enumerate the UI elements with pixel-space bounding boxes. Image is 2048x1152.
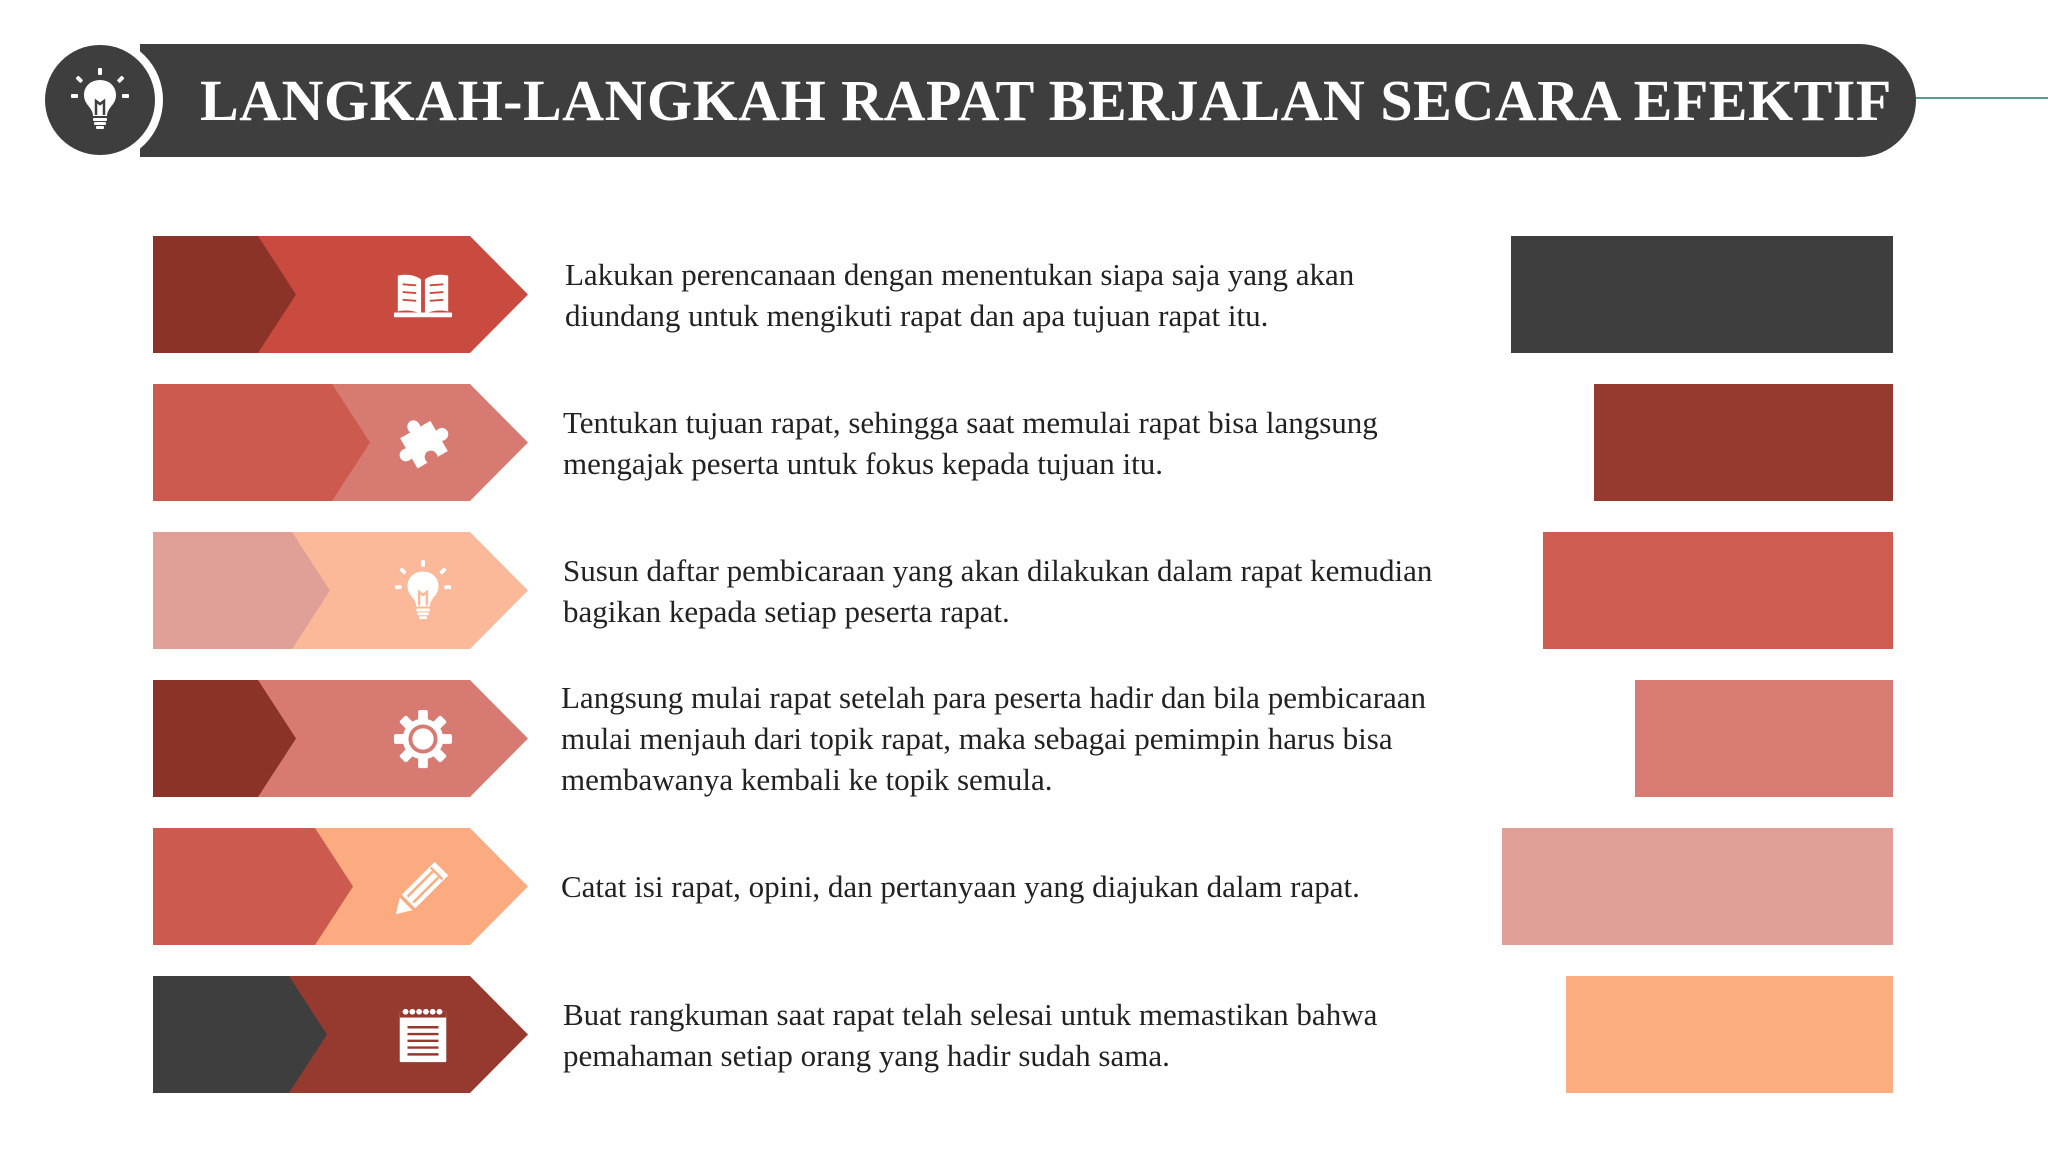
step-row xyxy=(0,532,2048,649)
puzzle-icon xyxy=(392,412,454,474)
step-arrow xyxy=(153,976,528,1093)
step-description xyxy=(561,680,1441,797)
step-text: Lakukan perencanaan dengan menentukan siapa saja yang akan diundang untuk mengikuti rapat dan apa tujuan rapat itu. xyxy=(565,256,1355,333)
step-arrow xyxy=(153,828,528,945)
step-arrow xyxy=(153,680,528,797)
header-badge xyxy=(37,37,163,163)
step-text: Langsung mulai rapat setelah para peserta hadir dan bila pembicaraan mulai menjauh dari topik rapat, maka sebagai pemimpin harus bisa membawanya kembali ke topik semula. xyxy=(561,680,1427,797)
step-description xyxy=(561,828,1441,945)
step-row xyxy=(0,384,2048,501)
step-description xyxy=(563,976,1443,1093)
step-description xyxy=(563,384,1443,501)
header-accent-line xyxy=(1900,97,2048,99)
step-row xyxy=(0,976,2048,1093)
pencil-icon xyxy=(392,856,454,918)
step-row xyxy=(0,828,2048,945)
step-level-bar xyxy=(1635,680,1893,797)
step-level-bar xyxy=(1594,384,1893,501)
lightbulb-icon xyxy=(68,68,132,132)
step-arrow xyxy=(153,384,528,501)
step-level-bar xyxy=(1511,236,1893,353)
step-arrow xyxy=(153,532,528,649)
step-text: Catat isi rapat, opini, dan pertanyaan yang diajukan dalam rapat. xyxy=(561,869,1360,904)
step-level-bar xyxy=(1543,532,1893,649)
step-level-bar xyxy=(1502,828,1893,945)
step-row xyxy=(0,236,2048,353)
page-title: LANGKAH-LANGKAH RAPAT BERJALAN SECARA EFEKTIF xyxy=(200,68,1892,133)
step-description xyxy=(565,236,1445,353)
book-icon xyxy=(392,264,454,326)
lightbulb-icon xyxy=(392,560,454,622)
step-text: Susun daftar pembicaraan yang akan dilakukan dalam rapat kemudian bagikan kepada setiap peserta rapat. xyxy=(563,552,1433,629)
gear-icon xyxy=(392,708,454,770)
notepad-icon xyxy=(392,1004,454,1066)
step-level-bar xyxy=(1566,976,1893,1093)
step-description xyxy=(563,532,1443,649)
step-text: Buat rangkuman saat rapat telah selesai untuk memastikan bahwa pemahaman setiap orang yang hadir sudah sama. xyxy=(563,996,1378,1073)
step-row xyxy=(0,680,2048,797)
step-text: Tentukan tujuan rapat, sehingga saat memulai rapat bisa langsung mengajak peserta untuk fokus kepada tujuan itu. xyxy=(563,404,1378,481)
step-arrow xyxy=(153,236,528,353)
